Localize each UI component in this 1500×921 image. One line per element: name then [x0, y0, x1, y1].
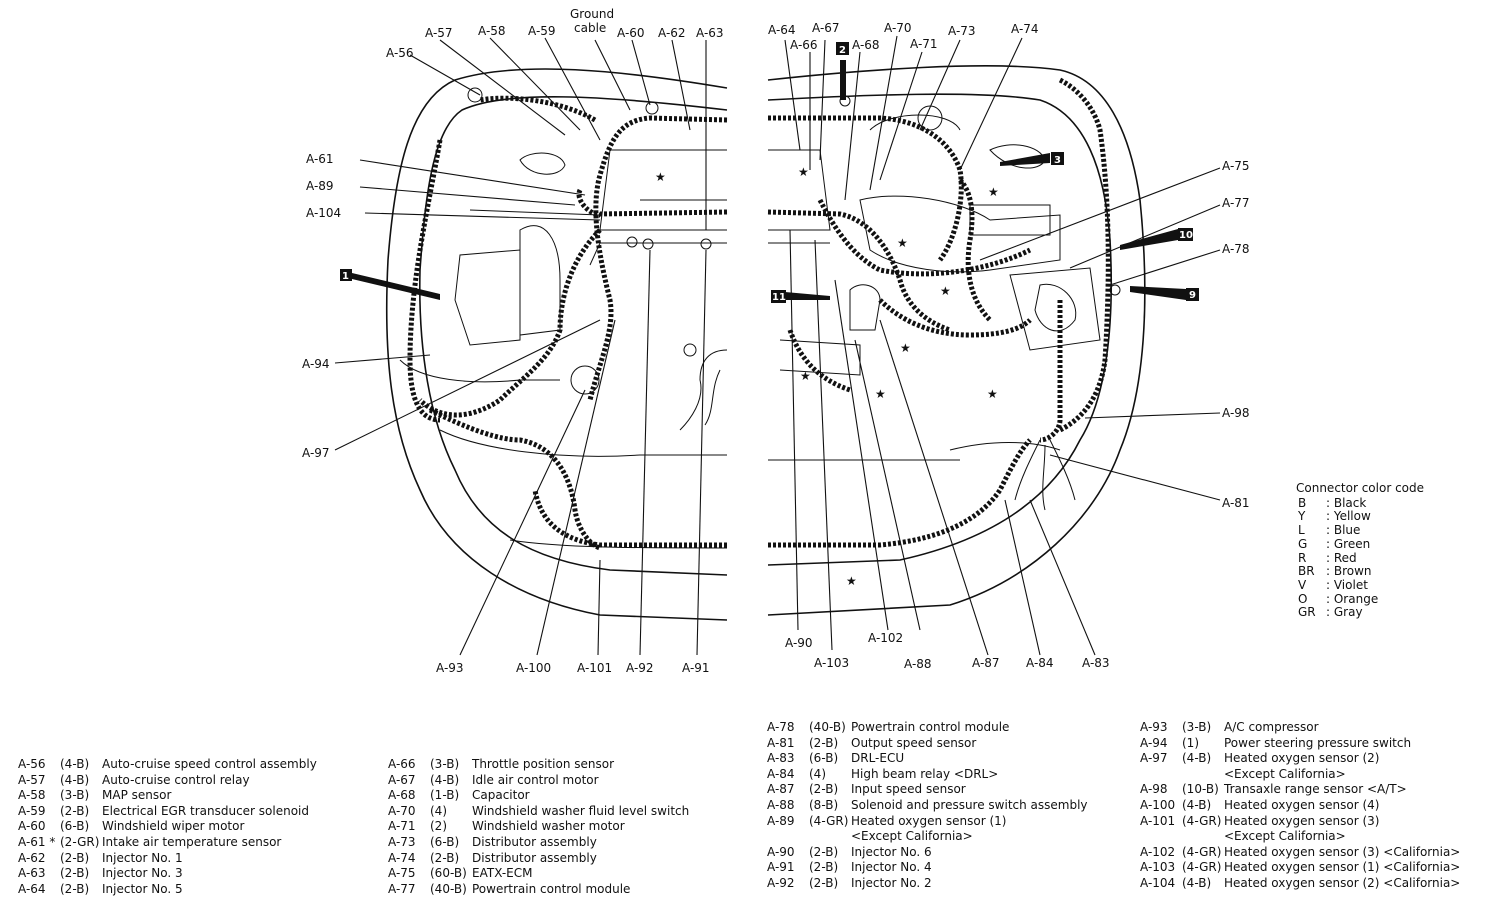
connector-type: (4-B)	[60, 757, 90, 771]
label-a102: A-102	[868, 631, 904, 645]
connector-color-code	[1296, 482, 1424, 620]
connector-type: (8-B)	[809, 797, 839, 812]
connector-id: A-63	[18, 866, 46, 881]
connector-id: A-84	[767, 766, 795, 781]
connector-legend-column-3	[767, 720, 1088, 892]
label-a74: A-74	[1011, 22, 1039, 36]
connector-description: Input speed sensor	[851, 782, 966, 797]
connector-type: (10-B)	[1182, 782, 1219, 797]
connector-id: A-103	[1140, 860, 1176, 875]
connector-type: (2)	[430, 819, 447, 834]
connector-id: A-91	[767, 860, 795, 875]
marker-flags	[340, 42, 1199, 303]
connector-type: (3-B)	[1182, 720, 1212, 734]
connector-description: Injector No. 1	[102, 850, 183, 865]
legend-row	[18, 835, 317, 851]
label-a91: A-91	[682, 661, 710, 675]
engine-bay-right	[768, 66, 1145, 615]
connector-type: (4-B)	[1182, 751, 1212, 766]
connector-type: (40-B)	[430, 881, 467, 896]
connector-type: (2-B)	[60, 866, 90, 881]
connector-id: A-74	[388, 850, 416, 865]
color-code-row: G : Green	[1298, 536, 1371, 551]
connector-legend-column-4	[1140, 720, 1460, 892]
label-a90: A-90	[785, 636, 813, 650]
label-cable: cable	[574, 21, 607, 35]
label-a56: A-56	[386, 46, 414, 60]
svg-text:★: ★	[800, 369, 811, 383]
legend-row	[388, 757, 689, 773]
connector-description: Auto-cruise speed control assembly	[102, 757, 317, 771]
svg-text:★: ★	[897, 236, 908, 250]
connector-description: Powertrain control module	[851, 720, 1010, 734]
connector-description: DRL-ECU	[851, 751, 905, 766]
connector-description: MAP sensor	[102, 788, 172, 803]
connector-legend-column-1	[18, 757, 317, 897]
connector-description: Intake air temperature sensor	[102, 834, 282, 849]
label-a73: A-73	[948, 24, 976, 38]
connector-description: EATX-ECM	[472, 866, 533, 881]
connector-id: A-97	[1140, 751, 1168, 766]
callout-lines	[335, 36, 1220, 655]
connector-id: A-88	[767, 797, 795, 812]
legend-row	[388, 866, 689, 882]
color-code-row: GR : Gray	[1298, 605, 1363, 620]
connector-description: Injector No. 5	[102, 881, 183, 896]
marker-10: 10	[1179, 230, 1193, 241]
connector-type: (6-B)	[809, 751, 839, 766]
label-ground: Ground	[570, 7, 615, 21]
svg-text:★: ★	[798, 165, 809, 179]
connector-id: A-59	[18, 803, 46, 818]
svg-text:★: ★	[988, 185, 999, 199]
connector-id: A-87	[767, 782, 795, 797]
connector-description: Solenoid and pressure switch assembly	[851, 797, 1088, 812]
connector-type: (6-B)	[430, 834, 460, 849]
connector-description: Auto-cruise control relay	[102, 772, 250, 787]
label-a60: A-60	[617, 26, 645, 40]
connector-type: (2-B)	[430, 850, 460, 865]
connector-type: (2-B)	[60, 803, 90, 818]
connector-type: (2-B)	[809, 875, 839, 890]
connector-id: A-101	[1140, 813, 1176, 828]
connector-description-continued: <Except California>	[1224, 829, 1346, 844]
legend-row	[767, 876, 1088, 892]
color-code-row: R : Red	[1298, 550, 1357, 565]
connector-type: (2-B)	[809, 735, 839, 750]
label-a61: A-61	[306, 152, 334, 166]
connector-type: (3-B)	[60, 788, 90, 803]
label-a64: A-64	[768, 23, 796, 37]
connector-id: A-83	[767, 751, 795, 766]
connector-description: Power steering pressure switch	[1224, 735, 1412, 750]
connector-type: (60-B)	[430, 866, 467, 881]
legend-row	[1140, 798, 1460, 814]
connector-id: A-75	[388, 866, 416, 881]
connector-legend-column-2	[388, 757, 689, 897]
connector-id: A-70	[388, 803, 416, 818]
legend-row	[767, 798, 1088, 814]
marker-2: 2	[839, 45, 846, 56]
connector-id: A-94	[1140, 735, 1168, 750]
legend-row	[18, 773, 317, 789]
label-a87: A-87	[972, 656, 1000, 670]
connector-description: Injector No. 6	[851, 844, 932, 859]
connector-type: (4)	[430, 803, 447, 818]
legend-row	[767, 751, 1088, 767]
label-a58: A-58	[478, 24, 506, 38]
label-a83: A-83	[1082, 656, 1110, 670]
label-a75: A-75	[1222, 159, 1250, 173]
connector-type: (4-GR)	[1182, 860, 1222, 875]
connector-id: A-68	[388, 788, 416, 803]
connector-id: A-90	[767, 844, 795, 859]
connector-id: A-93	[1140, 720, 1168, 734]
connector-id: A-66	[388, 757, 416, 771]
connector-id: A-57	[18, 772, 46, 787]
legend-row	[1140, 782, 1460, 798]
legend-row	[18, 804, 317, 820]
connector-id: A-81	[767, 735, 795, 750]
connector-description: Distributor assembly	[472, 834, 597, 849]
connector-description: Injector No. 3	[102, 866, 183, 881]
legend-row	[767, 814, 1088, 830]
color-code-row: Y : Yellow	[1298, 509, 1371, 524]
legend-row	[767, 736, 1088, 752]
label-a67: A-67	[812, 21, 840, 35]
connector-description: Injector No. 2	[851, 875, 932, 890]
connector-description: Heated oxygen sensor (3) <California>	[1224, 844, 1461, 859]
connector-description: Heated oxygen sensor (3)	[1224, 813, 1380, 828]
svg-text:★: ★	[846, 574, 857, 588]
label-a84: A-84	[1026, 656, 1054, 670]
connector-type: (4-GR)	[809, 813, 849, 828]
connector-description: A/C compressor	[1224, 720, 1319, 734]
connector-type: (40-B)	[809, 720, 846, 734]
connector-type: (4-GR)	[1182, 813, 1222, 828]
label-a94: A-94	[302, 357, 330, 371]
label-a89: A-89	[306, 179, 334, 193]
connector-description-continued: <Except California>	[851, 829, 973, 844]
connector-description: Windshield washer fluid level switch	[472, 803, 690, 818]
legend-row	[1140, 845, 1460, 861]
connector-type: (1)	[1182, 735, 1199, 750]
connector-description: High beam relay <DRL>	[851, 766, 999, 781]
legend-row	[18, 788, 317, 804]
connector-description: Heated oxygen sensor (1) <California>	[1224, 860, 1461, 875]
legend-row	[388, 773, 689, 789]
connector-type: (4-B)	[430, 772, 460, 787]
connector-type: (3-B)	[430, 757, 460, 771]
connector-description: Injector No. 4	[851, 860, 932, 875]
label-a88: A-88	[904, 657, 932, 671]
legend-row	[767, 845, 1088, 861]
label-a103: A-103	[814, 656, 850, 670]
legend-row	[1140, 720, 1460, 736]
label-a92: A-92	[626, 661, 654, 675]
connector-id: A-62	[18, 850, 46, 865]
connector-type: (2-B)	[60, 850, 90, 865]
legend-row	[18, 882, 317, 898]
connector-description: Heated oxygen sensor (2)	[1224, 751, 1380, 766]
connector-type: (2-B)	[809, 860, 839, 875]
connector-type: (2-B)	[60, 881, 90, 896]
connector-id: A-71	[388, 819, 416, 834]
legend-row	[388, 819, 689, 835]
connector-description: Output speed sensor	[851, 735, 977, 750]
connector-type: (2-B)	[809, 782, 839, 797]
connector-id: A-58	[18, 788, 46, 803]
legend-row	[388, 788, 689, 804]
legend-row	[388, 851, 689, 867]
connector-description: Idle air control motor	[472, 772, 599, 787]
svg-text:★: ★	[900, 341, 911, 355]
marker-1: 1	[342, 271, 349, 282]
svg-text:★: ★	[655, 170, 666, 184]
label-a71: A-71	[910, 37, 938, 51]
color-code-row: BR : Brown	[1298, 564, 1372, 579]
connector-description: Windshield wiper motor	[102, 819, 245, 834]
legend-row	[1140, 876, 1460, 892]
legend-row	[18, 757, 317, 773]
connector-type: (6-B)	[60, 819, 90, 834]
svg-text:★: ★	[987, 387, 998, 401]
legend-row	[1140, 736, 1460, 752]
connector-id: A-60	[18, 819, 46, 834]
color-code-row: B : Black	[1298, 495, 1367, 510]
marker-9: 9	[1189, 290, 1196, 301]
connector-type: (2-GR)	[60, 834, 100, 849]
label-a81: A-81	[1222, 496, 1250, 510]
label-a93: A-93	[436, 661, 464, 675]
legend-row	[767, 720, 1088, 736]
legend-row	[18, 819, 317, 835]
marker-3: 3	[1054, 155, 1061, 166]
connector-id: A-104	[1140, 875, 1176, 890]
connector-type: (4-B)	[60, 772, 90, 787]
legend-row	[767, 767, 1088, 783]
connector-id: A-61 *	[18, 834, 56, 849]
connector-id: A-89	[767, 813, 795, 828]
color-code-title: Connector color code	[1296, 481, 1425, 495]
connector-description: Heated oxygen sensor (1)	[851, 813, 1007, 828]
legend-row	[388, 835, 689, 851]
legend-row	[388, 882, 689, 898]
connector-type: (1-B)	[430, 788, 460, 803]
marker-11: 11	[772, 292, 786, 303]
svg-text:★: ★	[940, 284, 951, 298]
label-a59: A-59	[528, 24, 556, 38]
connector-id: A-77	[388, 881, 416, 896]
label-a70: A-70	[884, 21, 912, 35]
connector-type: (2-B)	[809, 844, 839, 859]
connector-description: Electrical EGR transducer solenoid	[102, 803, 310, 818]
connector-description: Windshield washer motor	[472, 819, 625, 834]
label-a62: A-62	[658, 26, 686, 40]
connector-type: (4)	[809, 766, 826, 781]
connector-id: A-67	[388, 772, 416, 787]
connector-type: (4-GR)	[1182, 844, 1222, 859]
legend-row	[18, 866, 317, 882]
connector-type: (4-B)	[1182, 797, 1212, 812]
connector-id: A-56	[18, 757, 46, 771]
label-a97: A-97	[302, 446, 330, 460]
legend-row	[767, 860, 1088, 876]
connector-type: (4-B)	[1182, 875, 1212, 890]
connector-id: A-102	[1140, 844, 1176, 859]
connector-id: A-78	[767, 720, 795, 734]
connector-description: Heated oxygen sensor (4)	[1224, 797, 1380, 812]
connector-id: A-64	[18, 881, 46, 896]
label-a77: A-77	[1222, 196, 1250, 210]
legend-row	[1140, 860, 1460, 876]
color-code-row: O : Orange	[1298, 591, 1379, 606]
connector-id: A-92	[767, 875, 795, 890]
label-a66: A-66	[790, 38, 818, 52]
connector-description: Powertrain control module	[472, 881, 631, 896]
legend-row	[18, 851, 317, 867]
connector-description: Capacitor	[472, 788, 530, 803]
label-a63: A-63	[696, 26, 724, 40]
label-a104: A-104	[306, 206, 342, 220]
engine-bay-left	[387, 69, 727, 620]
svg-text:★: ★	[875, 387, 886, 401]
connector-id: A-100	[1140, 797, 1176, 812]
label-a57: A-57	[425, 26, 453, 40]
legend-row	[1140, 751, 1460, 767]
label-a68: A-68	[852, 38, 880, 52]
label-a100: A-100	[516, 661, 552, 675]
color-code-row: V : Violet	[1298, 577, 1368, 592]
connector-description: Heated oxygen sensor (2) <California>	[1224, 875, 1461, 890]
label-a78: A-78	[1222, 242, 1250, 256]
label-a98: A-98	[1222, 406, 1250, 420]
color-code-row: L : Blue	[1298, 523, 1361, 538]
connector-description-continued: <Except California>	[1224, 766, 1346, 781]
label-a101: A-101	[577, 661, 613, 675]
connector-description: Distributor assembly	[472, 850, 597, 865]
legend-row	[388, 804, 689, 820]
legend-row	[767, 782, 1088, 798]
connector-id: A-98	[1140, 782, 1168, 797]
legend-row	[1140, 814, 1460, 830]
connector-id: A-73	[388, 834, 416, 849]
connector-description: Transaxle range sensor <A/T>	[1224, 782, 1407, 797]
connector-description: Throttle position sensor	[472, 757, 615, 771]
